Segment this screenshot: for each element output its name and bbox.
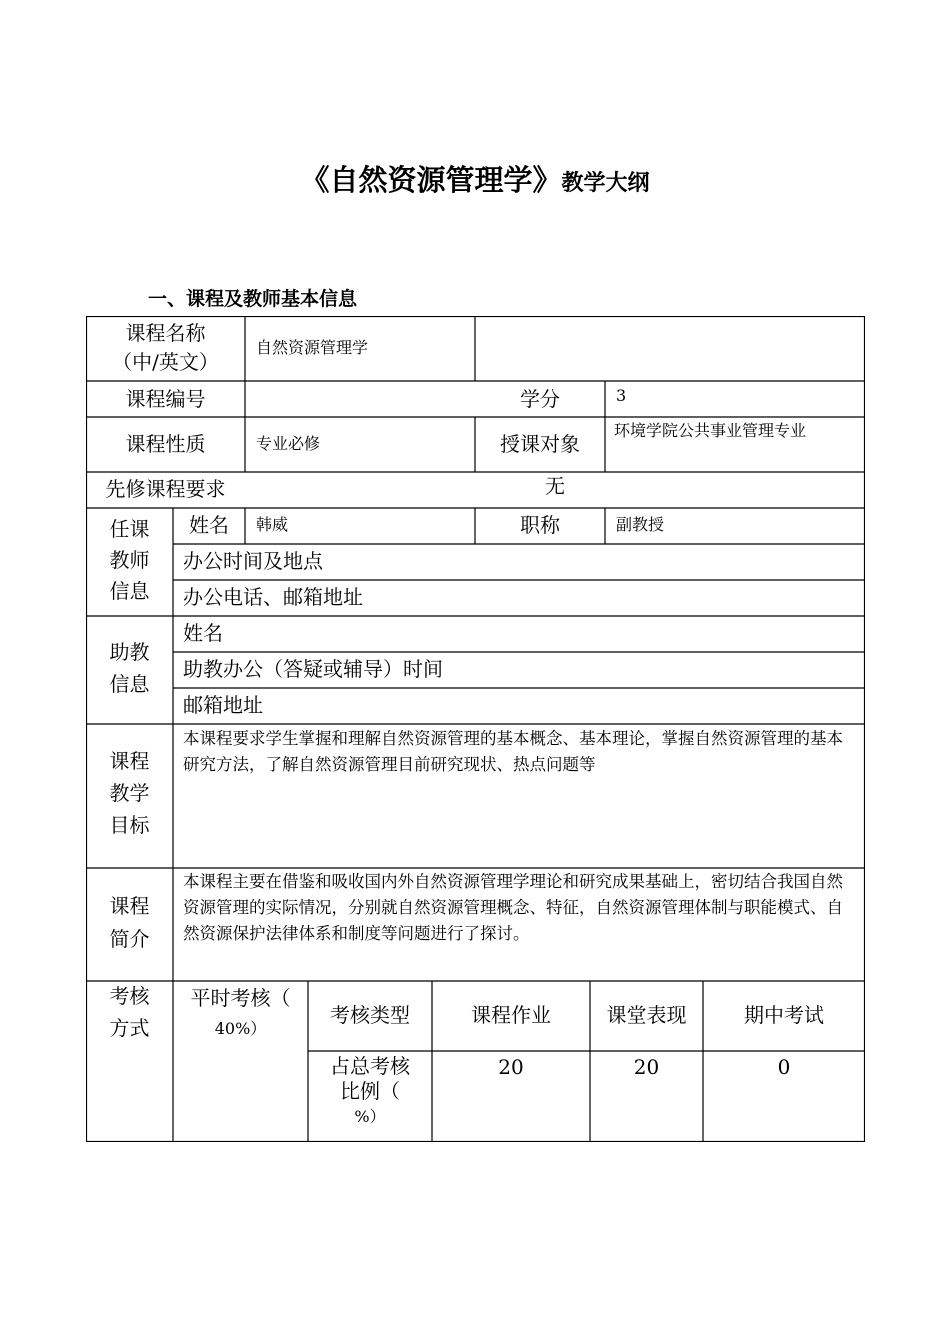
ratio-label-line3: %） (354, 1107, 386, 1126)
course-name-label-line1: 课程名称 (125, 321, 206, 345)
ratio-class-performance: 20 (633, 1055, 660, 1079)
regular-assessment-line2: 40%） (214, 1019, 267, 1038)
course-info-table (86, 316, 865, 1142)
prerequisite-value: 无 (545, 474, 565, 498)
ratio-label-line2: 比例（ (340, 1079, 400, 1103)
intro-text: 本课程主要在借鉴和吸收国内外自然资源管理学理论和研究成果基础上，密切结合我国自然资源管理的实际情况，分别就自然资源管理概念、特征，自然资源管理体制与职能模式、自然资源保护法律体系和制度等问题进行了探讨。 (183, 872, 843, 943)
ratio-midterm: 0 (777, 1055, 791, 1079)
teacher-title-label: 职称 (520, 513, 560, 537)
teacher-group-label-3: 信息 (109, 579, 150, 603)
ratio-homework: 20 (498, 1055, 524, 1079)
assistant-email-label: 邮箱地址 (183, 693, 263, 717)
course-name-label-line2: （中/英文） (112, 350, 219, 374)
intro-group-label-2: 简介 (109, 927, 150, 951)
assessment-type-homework: 课程作业 (471, 1003, 551, 1027)
assessment-group-label-2: 方式 (109, 1016, 150, 1040)
objective-text: 本课程要求学生掌握和理解自然资源管理的基本概念、基本理论，掌握自然资源管理的基本研究方法，了解自然资源管理目前研究现状、热点问题等 (183, 729, 843, 774)
document-title (0, 158, 950, 199)
title-main: 《自然资源管理学》 (300, 163, 562, 197)
ratio-label-line1: 占总考核 (330, 1054, 410, 1078)
objective-group-label-2: 教学 (109, 781, 150, 805)
teacher-name-value: 韩威 (256, 515, 289, 534)
credits-label: 学分 (520, 387, 560, 411)
credits-value: 3 (616, 386, 627, 405)
intro-group-label-1: 课程 (109, 894, 150, 918)
assistant-name-label: 姓名 (183, 621, 223, 645)
section-heading: 一、课程及教师基本信息 (148, 288, 358, 310)
teacher-group-label-1: 任课 (109, 517, 150, 541)
assistant-group-label-2: 信息 (109, 672, 150, 696)
course-nature-value: 专业必修 (256, 434, 321, 453)
prerequisite-label: 先修课程要求 (105, 477, 226, 501)
assessment-type-label: 考核类型 (330, 1003, 410, 1027)
audience-value: 环境学院公共事业管理专业 (614, 421, 807, 440)
assistant-group-label-1: 助教 (109, 640, 150, 664)
title-suffix: 教学大纲 (561, 171, 650, 196)
assistant-office-time-label: 助教办公（答疑或辅导）时间 (183, 657, 443, 681)
course-name-cn-value: 自然资源管理学 (256, 338, 369, 357)
assessment-type-midterm: 期中考试 (744, 1003, 824, 1027)
regular-assessment-line1: 平时考核（ (190, 986, 291, 1010)
teacher-office-time-label: 办公时间及地点 (183, 549, 323, 573)
course-nature-label: 课程性质 (125, 432, 206, 456)
objective-group-label-1: 课程 (109, 749, 150, 773)
teacher-name-label: 姓名 (189, 513, 229, 537)
assessment-group-label-1: 考核 (109, 984, 150, 1008)
teacher-office-contact-label: 办公电话、邮箱地址 (183, 585, 363, 609)
teacher-group-label-2: 教师 (109, 548, 150, 572)
audience-label: 授课对象 (500, 432, 580, 456)
teacher-title-value: 副教授 (616, 515, 665, 534)
course-code-label: 课程编号 (125, 387, 206, 411)
objective-group-label-3: 目标 (109, 813, 150, 837)
assessment-type-class-performance: 课堂表现 (606, 1003, 687, 1027)
